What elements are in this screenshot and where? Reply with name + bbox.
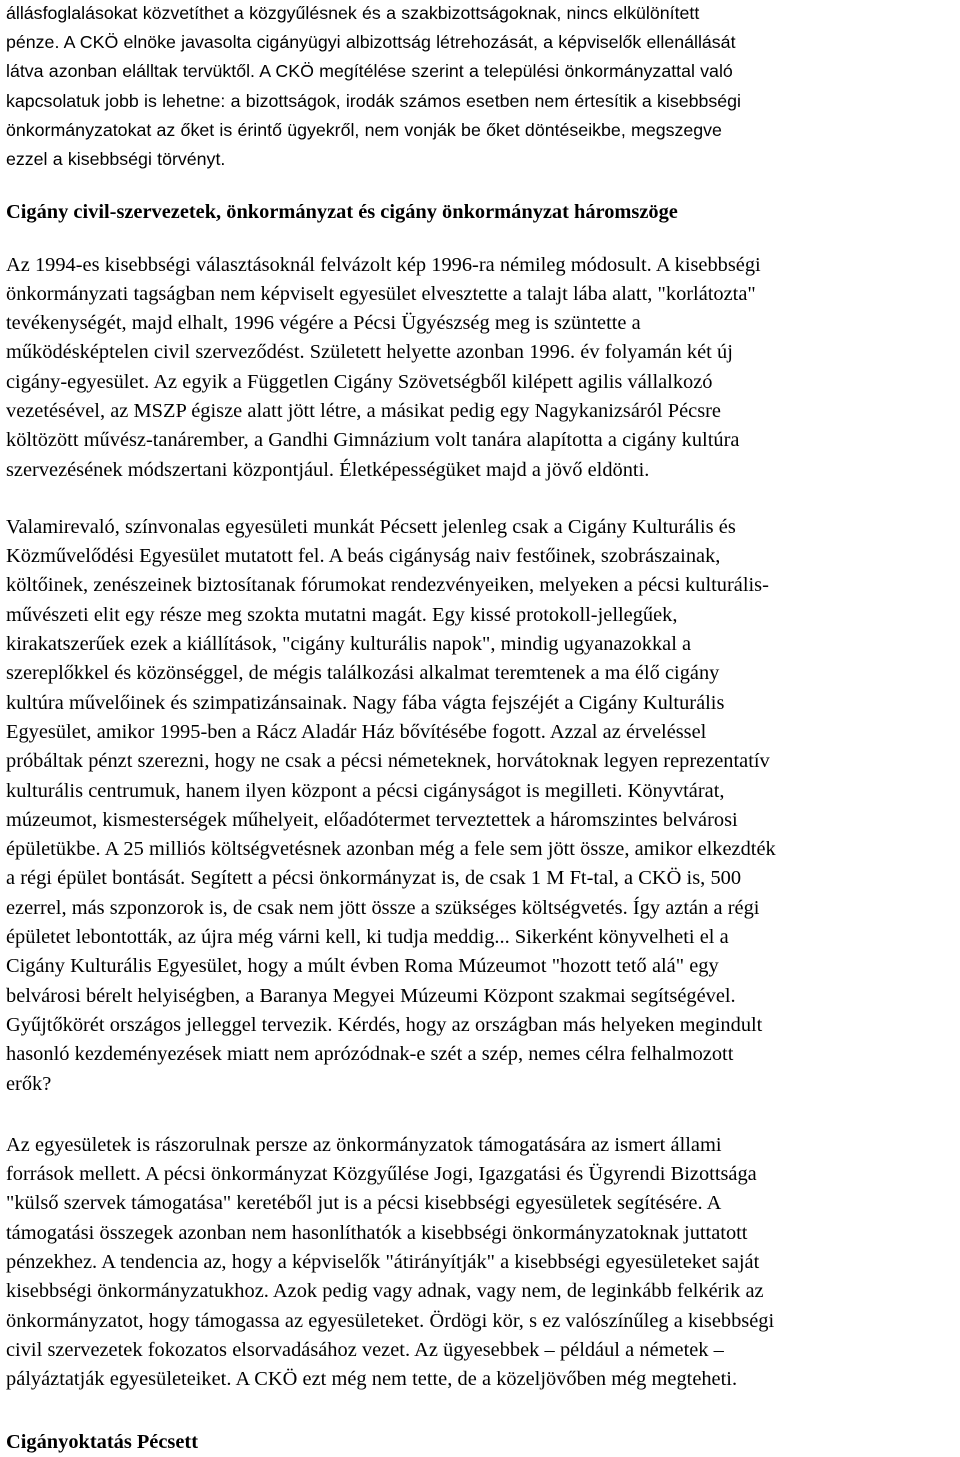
- spacer: [6, 1099, 958, 1131]
- paragraph-3-line-4: művészeti elit egy része meg szokta mutatni magát. Egy kissé protokoll-jellegűek,: [6, 603, 678, 626]
- paragraph-3-line-11: múzeumot, kismesterségek műhelyeit, előadótermet terveztettek a háromszintes belvárosi: [6, 808, 738, 831]
- paragraph-2-line-7: költözött művész-tanárember, a Gandhi Gimnázium volt tanára alapította a cigány kultúra: [6, 429, 740, 452]
- paragraph-4-line-8: civil szervezetek fokozatos elsorvadásához vezet. Az ügyesebbek – például a németek –: [6, 1338, 724, 1361]
- paragraph-3-line-3: költőinek, zenészeinek biztosítanak fórumokat rendezvényeiken, melyeken a pécsi kulturális-: [6, 574, 769, 597]
- paragraph-1-line-5: önkormányzatokat az őket is érintő ügyekről, nem vonják be őket döntéseikbe, megszegve: [6, 119, 722, 140]
- spacer: [6, 485, 958, 513]
- paragraph-cultural-association: [6, 513, 958, 1099]
- paragraph-3-line-1: Valamirevaló, színvonalas egyesületi munkát Pécsett jelenleg csak a Cigány Kulturális és: [6, 515, 736, 538]
- paragraph-4-line-2: források mellett. A pécsi önkormányzat Közgyűlése Jogi, Igazgatási és Ügyrendi Bizottsága: [6, 1163, 757, 1186]
- paragraph-1-line-1: állásfoglalásokat közvetíthet a közgyűlésnek és a szakbizottságoknak, nincs elkülönített: [6, 3, 700, 23]
- paragraph-1-line-4: kapcsolatuk jobb is lehetne: a bizottságok, irodák számos esetben nem értesítik a kisebbségi: [6, 90, 742, 111]
- paragraph-2-line-1: Az 1994-es kisebbségi választásoknál felvázolt kép 1996-ra némileg módosult. A kisebbségi: [6, 253, 761, 276]
- paragraph-2-line-2: önkormányzati tagságban nem képviselt egyesület elvesztette a talajt lába alatt, "korlátozta": [6, 282, 756, 305]
- paragraph-funding: [6, 1131, 958, 1395]
- paragraph-2-line-5: cigány-egyesület. Az egyik a Független Cigány Szövetségből kilépett agilis vállalkozó: [6, 370, 713, 393]
- paragraph-3-line-7: kultúra művelőinek és szimpatizánsainak. Nagy fába vágta fejszéjét a Cigány Kulturális: [6, 691, 725, 714]
- paragraph-ckö-relations: [6, 0, 958, 174]
- paragraph-3-line-14: ezerrel, más szponzorok is, de csak nem jött össze a szükséges költségvetés. Így aztán a régi: [6, 896, 760, 919]
- section-heading: Cigány civil-szervezetek, önkormányzat és cigány önkormányzat háromszöge: [6, 201, 678, 224]
- spacer: [6, 228, 958, 251]
- paragraph-3-line-20: erők?: [6, 1072, 52, 1095]
- paragraph-4-line-3: "külső szervek támogatása" keretéből jut is a pécsi kisebbségi egyesületek segítésére. A: [6, 1192, 722, 1215]
- paragraph-1-line-6: ezzel a kisebbségi törvényt.: [6, 149, 226, 170]
- paragraph-4-line-9: pályáztatják egyesületeiket. A CKÖ ezt még nem tette, de a közeljövőben még megteheti.: [6, 1368, 738, 1391]
- paragraph-2-line-4: működésképtelen civil szerveződést. Született helyette azonban 1996. év folyamán két új: [6, 341, 733, 364]
- paragraph-4-line-6: kisebbségi önkormányzatukhoz. Azok pedig vagy adnak, vagy nem, de leginkább felkérik az: [6, 1280, 764, 1303]
- paragraph-3-line-17: belvárosi bérelt helyiségben, a Baranya Megyei Múzeumi Központ szakmai segítségével.: [6, 984, 736, 1007]
- spacer: [6, 174, 958, 198]
- paragraph-3-line-5: kirakatszerűek ezek a kiállítások, "cigány kulturális napok", mindig ugyanazokkal a: [6, 633, 692, 656]
- paragraph-4-line-4: támogatási összegek azonban nem hasonlíthatók a kisebbségi önkormányzatoknak juttatott: [6, 1221, 748, 1244]
- paragraph-2-line-3: tevékenységét, majd elhalt, 1996 végére a Pécsi Ügyészség meg is szüntette a: [6, 312, 641, 335]
- paragraph-3-line-6: szereplőkkel és közönséggel, de mégis találkozási alkalmat teremtenek a ma élő cigány: [6, 662, 720, 685]
- paragraph-3-line-9: próbáltak pénzt szerezni, hogy ne csak a pécsi németeknek, horvátoknak legyen reprezentatív: [6, 750, 770, 773]
- spacer: [6, 1395, 958, 1428]
- paragraph-4-line-7: önkormányzatot, hogy támogassa az egyesületeket. Ördögi kör, s ez valószínűleg a kisebbségi: [6, 1309, 775, 1332]
- paragraph-1-line-3: látva azonban elálltak tervüktől. A CKÖ megítélése szerint a települési önkormányzattal való: [6, 61, 733, 82]
- paragraph-3-line-8: Egyesület, amikor 1995-ben a Rácz Aladár Ház bővítésébe fogott. Azzal az érveléssel: [6, 720, 707, 743]
- paragraph-3-line-2: Közművelődési Egyesület mutatott fel. A beás cigányság naiv festőinek, szobrászainak,: [6, 545, 721, 568]
- paragraph-3-line-19: hasonló kezdeményezések miatt nem aprózódnak-e szét a szép, nemes célra felhalmozott: [6, 1043, 734, 1066]
- paragraph-3-line-15: épületet lebontották, az újra még várni kell, ki tudja meddig... Sikerként könyvelheti el a: [6, 926, 729, 949]
- paragraph-new-associations: [6, 251, 958, 485]
- paragraph-2-line-8: szervezésének módszertani központjául. Életképességüket majd a jövő eldönti.: [6, 458, 650, 481]
- paragraph-3-line-13: a régi épület bontását. Segített a pécsi önkormányzat is, de csak 1 M Ft-tal, a CKÖ is, 500: [6, 867, 742, 890]
- paragraph-3-line-12: épületükbe. A 25 milliós költségvetésnek azonban még a fele sem jött össze, amikor elkezdték: [6, 838, 776, 861]
- paragraph-4-line-5: pénzekhez. A tendencia az, hogy a képviselők "átirányítják" a kisebbségi egyesületeket saját: [6, 1251, 760, 1274]
- paragraph-3-line-10: kulturális centrumuk, hanem ilyen központ a pécsi cigányságot is megilleti. Könyvtárat,: [6, 779, 725, 802]
- paragraph-3-line-16: Cigány Kulturális Egyesület, hogy a múlt évben Roma Múzeumot "hozott tető alá" egy: [6, 955, 719, 978]
- section-heading: Cigányoktatás Pécsett: [6, 1430, 198, 1453]
- paragraph-4-line-1: Az egyesületek is rászorulnak persze az önkormányzatok támogatására az ismert állami: [6, 1133, 722, 1156]
- document-page: [6, 0, 958, 1457]
- paragraph-2-line-6: vezetésével, az MSZP égisze alatt jött létre, a másikat pedig egy Nagykanizsáról Pécsre: [6, 400, 721, 422]
- paragraph-3-line-18: Gyűjtőkörét országos jelleggel tervezik. Kérdés, hogy az országban más helyeken megindult: [6, 1013, 763, 1036]
- paragraph-1-line-2: pénze. A CKÖ elnöke javasolta cigányügyi albizottság létrehozását, a képviselők ellenállását: [6, 32, 736, 53]
